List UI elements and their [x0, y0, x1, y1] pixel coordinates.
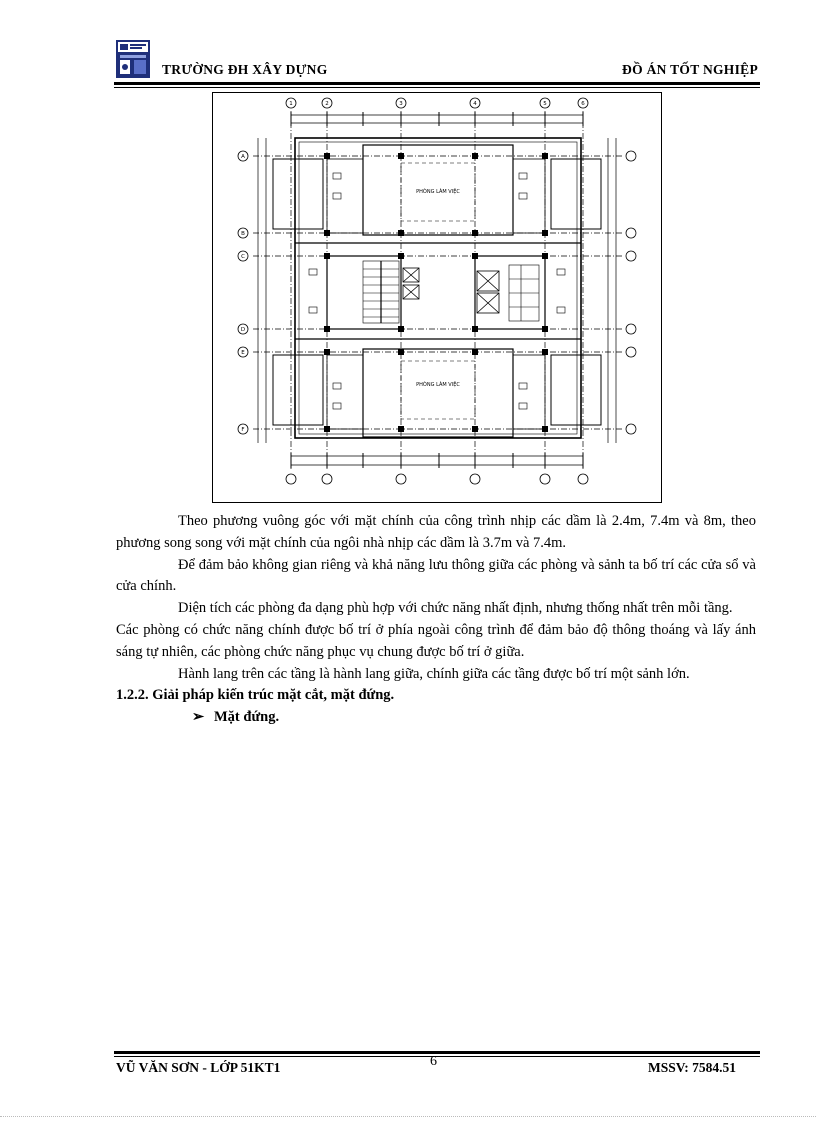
- axis-label-c: C: [241, 254, 245, 260]
- header-rule-thick: [114, 82, 760, 85]
- header-project-title: ĐỒ ÁN TỐT NGHIỆP: [622, 62, 758, 77]
- axis-label-3: 3: [399, 101, 403, 107]
- body-text: [116, 511, 756, 729]
- axis-label-e: E: [241, 350, 245, 356]
- paragraph-room-layout: Các phòng có chức năng chính được bố trí ở phía ngoài công trình để đảm bảo độ thông thoáng và lấy ánh sáng tự nhiên, các phòng chức năng phục vụ chung được bố trí ở giữa.: [116, 621, 756, 660]
- axis-label-b: B: [241, 231, 245, 237]
- axis-label-5: 5: [543, 101, 547, 107]
- axis-label-1: 1: [289, 101, 293, 107]
- footer-author: VŨ VĂN SƠN - LỚP 51KT1: [116, 1060, 281, 1075]
- paragraph-doors-windows: Để đảm bảo không gian riêng và khả năng lưu thông giữa các phòng và sảnh ta bố trí các cửa sổ và cửa chính.: [116, 556, 756, 595]
- bullet-item: [116, 707, 756, 729]
- footer-student-id: MSSV: 7584.51: [647, 1060, 736, 1075]
- header-school: TRƯỜNG ĐH XÂY DỰNG: [162, 62, 328, 77]
- axis-label-6: 6: [581, 101, 585, 107]
- page-number: 6: [430, 1054, 437, 1069]
- floor-plan-drawing: [213, 93, 661, 502]
- axis-label-d: D: [240, 327, 246, 333]
- header-rule-thin: [114, 87, 760, 88]
- room-label-bottom: PHÒNG LÀM VIỆC: [416, 382, 460, 388]
- stair-core: [363, 261, 399, 323]
- elevator-core: [403, 268, 499, 313]
- axis-label-a: A: [241, 154, 245, 160]
- axis-label-f: F: [241, 427, 245, 433]
- university-logo: [116, 40, 150, 78]
- axis-label-4: 4: [473, 101, 477, 107]
- paragraph-beam-spans: Theo phương vuông góc với mặt chính của công trình nhịp các dầm là 2.4m, 7.4m và 8m, theo phương song song với mặt chính của ngôi nhà nhịp các dầm là 3.7m và 7.4m.: [116, 513, 756, 551]
- axis-label-2: 2: [325, 101, 329, 107]
- bullet-text: Mặt đứng.: [214, 709, 280, 726]
- section-heading: 1.2.2. Giải pháp kiến trúc mặt cắt, mặt đứng.: [116, 687, 395, 704]
- footer-rule-thick: [114, 1051, 760, 1054]
- footer-rule-thin: [114, 1056, 760, 1057]
- arrow-bullet-icon: ➢: [192, 709, 205, 726]
- paragraph-room-area: Diện tích các phòng đa dạng phù hợp với chức năng nhất định, nhưng thống nhất trên mỗi tầng.: [178, 600, 733, 617]
- room-label-top: PHÒNG LÀM VIỆC: [416, 189, 460, 195]
- page-edge-divider: [0, 1116, 816, 1118]
- floor-plan-figure: [212, 92, 662, 503]
- paragraph-corridor: Hành lang trên các tầng là hành lang giữa, chính giữa các tầng được bố trí một sảnh lớn.: [178, 665, 690, 682]
